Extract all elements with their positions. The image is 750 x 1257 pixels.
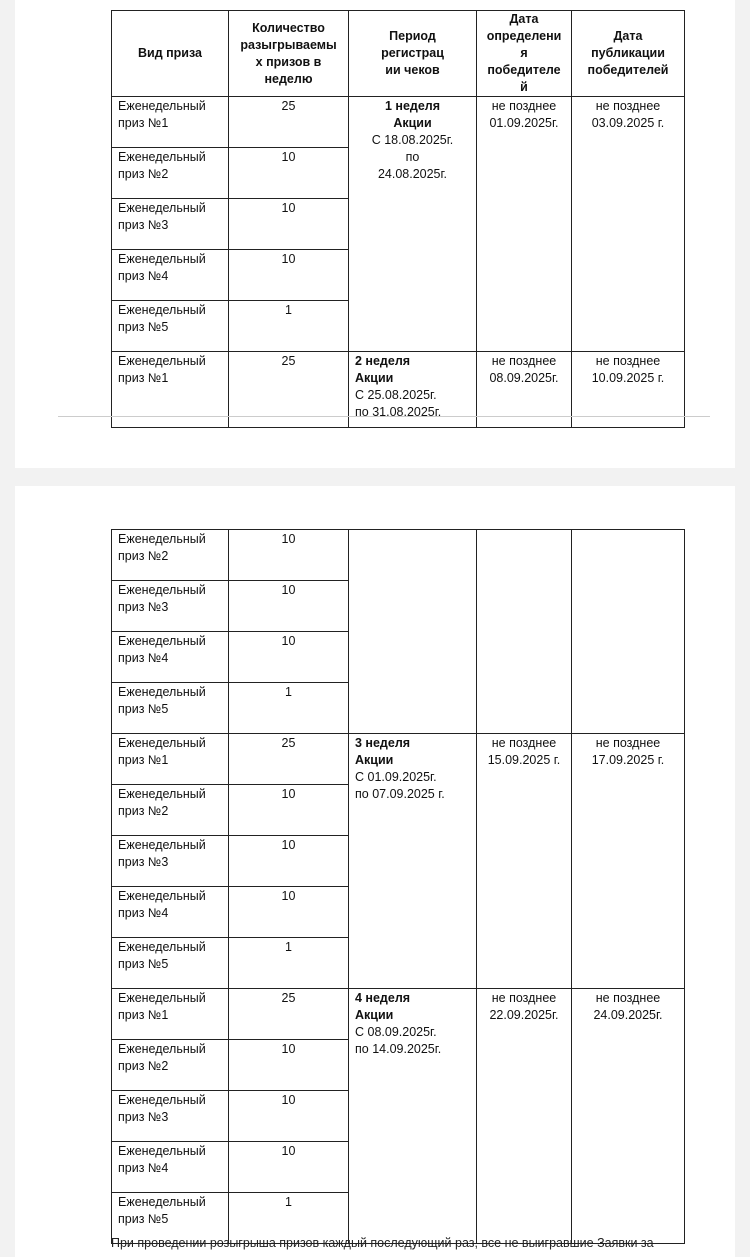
prize-count-cell: 1: [229, 1193, 349, 1244]
prize-count-cell: 25: [229, 352, 349, 428]
prize-name-cell: Еженедельный приз №4: [112, 887, 229, 938]
prize-schedule-table-part-2: [111, 529, 685, 1244]
prize-count-cell: 10: [229, 199, 349, 250]
prize-count-cell: 25: [229, 734, 349, 785]
prize-count-cell: 10: [229, 887, 349, 938]
prize-name-cell: Еженедельный приз №1: [112, 734, 229, 785]
week-1-period-cell: 1 неделя Акции С 18.08.2025г. по 24.08.2025г.: [349, 97, 477, 352]
page-divider: [58, 416, 710, 417]
header-winner-determination-date: Дата определени я победителе й: [477, 11, 572, 97]
prize-count-cell: 10: [229, 581, 349, 632]
prize-count-cell: 25: [229, 989, 349, 1040]
table-header-row: [112, 11, 685, 97]
prize-name-cell: Еженедельный приз №5: [112, 1193, 229, 1244]
prize-name-cell: Еженедельный приз №2: [112, 530, 229, 581]
prize-name-cell: Еженедельный приз №3: [112, 1091, 229, 1142]
header-winner-publication-date: Дата публикации победителей: [572, 11, 685, 97]
prize-count-cell: 10: [229, 250, 349, 301]
table-row: [112, 734, 685, 785]
week-1-determination-date: не позднее 01.09.2025г.: [477, 97, 572, 352]
week-2-period-cell: 2 неделя Акции С 25.08.2025г. по 31.08.2025г.: [349, 352, 477, 428]
header-registration-period: Период регистрац ии чеков: [349, 11, 477, 97]
prize-count-cell: 10: [229, 1091, 349, 1142]
prize-name-cell: Еженедельный приз №3: [112, 836, 229, 887]
prize-name-cell: Еженедельный приз №1: [112, 989, 229, 1040]
prize-count-cell: 10: [229, 148, 349, 199]
week-1-publication-date: не позднее 03.09.2025 г.: [572, 97, 685, 352]
week-4-publication-date: не позднее 24.09.2025г.: [572, 989, 685, 1244]
table-row: [112, 97, 685, 148]
week-4-period-cell: 4 неделя Акции С 08.09.2025г. по 14.09.2025г.: [349, 989, 477, 1244]
week-3-publication-date: не позднее 17.09.2025 г.: [572, 734, 685, 989]
week-2-determination-continued: [477, 530, 572, 734]
table-row: [112, 530, 685, 581]
week-4-determination-date: не позднее 22.09.2025г.: [477, 989, 572, 1244]
prize-schedule-table-part-1: [111, 10, 685, 428]
prize-count-cell: 1: [229, 938, 349, 989]
prize-count-cell: 1: [229, 301, 349, 352]
header-prize-type: Вид приза: [112, 11, 229, 97]
week-2-publication-date: не позднее 10.09.2025 г.: [572, 352, 685, 428]
prize-count-cell: 1: [229, 683, 349, 734]
prize-count-cell: 10: [229, 1142, 349, 1193]
week-2-determination-date: не позднее 08.09.2025г.: [477, 352, 572, 428]
document-page-2: [15, 486, 735, 1257]
header-prize-count: Количество разыгрываемы х призов в неделю: [229, 11, 349, 97]
prize-count-cell: 10: [229, 632, 349, 683]
week-3-determination-date: не позднее 15.09.2025 г.: [477, 734, 572, 989]
prize-name-cell: Еженедельный приз №2: [112, 785, 229, 836]
prize-count-cell: 10: [229, 836, 349, 887]
week-2-publication-continued: [572, 530, 685, 734]
prize-name-cell: Еженедельный приз №5: [112, 683, 229, 734]
prize-name-cell: Еженедельный приз №2: [112, 1040, 229, 1091]
prize-name-cell: Еженедельный приз №1: [112, 97, 229, 148]
prize-count-cell: 10: [229, 530, 349, 581]
document-page-1: [15, 0, 735, 468]
prize-name-cell: Еженедельный приз №5: [112, 938, 229, 989]
prize-name-cell: Еженедельный приз №2: [112, 148, 229, 199]
prize-name-cell: Еженедельный приз №4: [112, 1142, 229, 1193]
prize-count-cell: 10: [229, 785, 349, 836]
prize-name-cell: Еженедельный приз №1: [112, 352, 229, 428]
prize-name-cell: Еженедельный приз №4: [112, 250, 229, 301]
prize-name-cell: Еженедельный приз №3: [112, 581, 229, 632]
paragraph-text: При проведении розыгрыша призов каждый последующий раз, все не выигравшие Заявки за: [111, 1236, 654, 1250]
table-row: [112, 989, 685, 1040]
prize-name-cell: Еженедельный приз №5: [112, 301, 229, 352]
week-2-period-continued: [349, 530, 477, 734]
prize-name-cell: Еженедельный приз №4: [112, 632, 229, 683]
prize-count-cell: 25: [229, 97, 349, 148]
prize-name-cell: Еженедельный приз №3: [112, 199, 229, 250]
prize-count-cell: 10: [229, 1040, 349, 1091]
week-3-period-cell: 3 неделя Акции С 01.09.2025г. по 07.09.2025 г.: [349, 734, 477, 989]
